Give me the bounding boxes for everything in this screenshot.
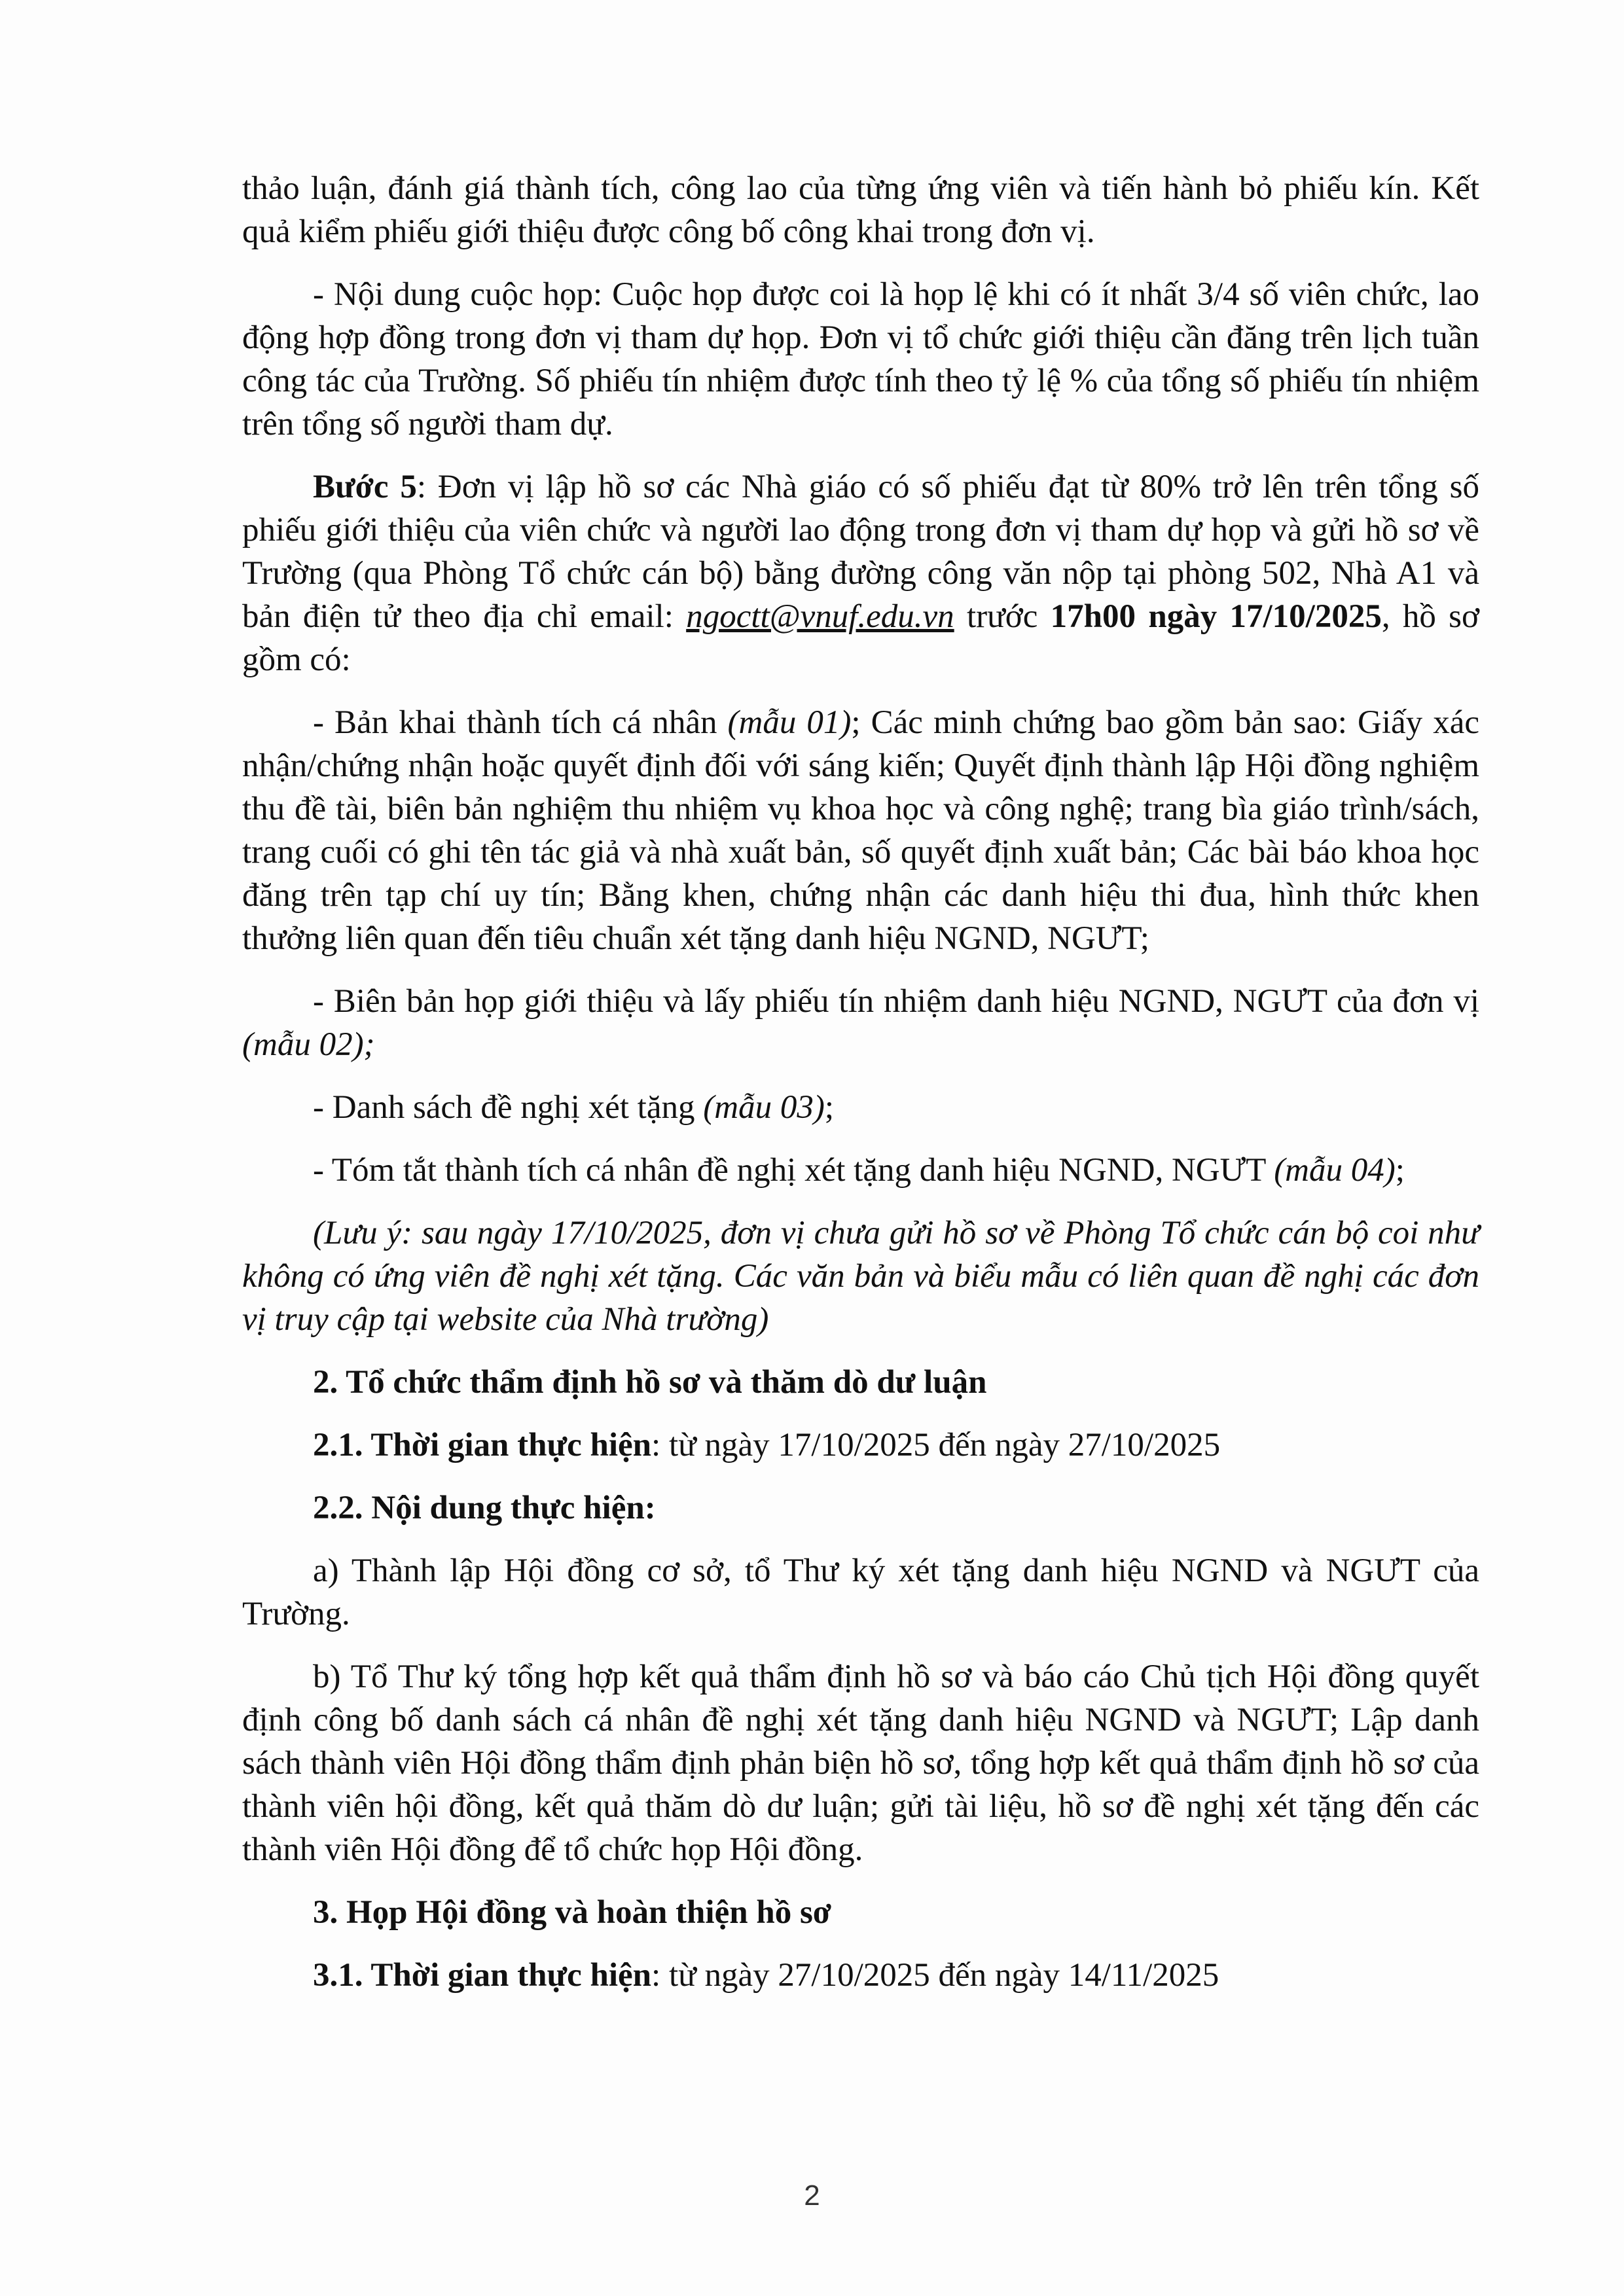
paragraph-note: (Lưu ý: sau ngày 17/10/2025, đơn vị chưa gửi hồ sơ về Phòng Tổ chức cán bộ coi như không có ứng viên đề nghị xét tặng. Các văn bản và biểu mẫu có liên quan đề nghị các đơn vị truy cập tại website của Nhà trường) (242, 1215, 1479, 1338)
paragraph-form-02: - Biên bản họp giới thiệu và lấy phiếu tín nhiệm danh hiệu NGND, NGƯT của đơn vị (mẫu 02); (242, 983, 1479, 1063)
document-body (242, 167, 1479, 2017)
section-heading-3-1: 3.1. Thời gian thực hiện: từ ngày 27/10/2025 đến ngày 14/11/2025 (313, 1957, 1219, 1994)
paragraph-item-a: a) Thành lập Hội đồng cơ sở, tổ Thư ký xét tặng danh hiệu NGND và NGƯT của Trường. (242, 1552, 1479, 1632)
page-number: 2 (804, 2179, 820, 2212)
paragraph-item-b: b) Tổ Thư ký tổng hợp kết quả thẩm định hồ sơ và báo cáo Chủ tịch Hội đồng quyết định công bố danh sách cá nhân đề nghị xét tặng danh hiệu NGND và NGƯT; Lập danh sách thành viên Hội đồng thẩm định phản biện hồ sơ, tổng hợp kết quả thẩm định hồ sơ của thành viên hội đồng, kết quả thăm dò dư luận; gửi tài liệu, hồ sơ đề nghị xét tặng đến các thành viên Hội đồng để tổ chức họp Hội đồng. (242, 1659, 1479, 1868)
step-5-label: Bước 5 (313, 469, 417, 505)
paragraph-step-5: Bước 5: Đơn vị lập hồ sơ các Nhà giáo có số phiếu đạt từ 80% trở lên trên tổng số phiếu giới thiệu của viên chức và người lao động trong đơn vị tham dự họp và gửi hồ sơ về Trường (qua Phòng Tổ chức cán bộ) bằng đường công văn nộp tại phòng 502, Nhà A1 và bản điện tử theo địa chỉ email: ngoctt@vnuf.edu.vn trước 17h00 ngày 17/10/2025, hồ sơ gồm có: (242, 469, 1479, 678)
section-heading-2-2: 2.2. Nội dung thực hiện: (313, 1490, 656, 1526)
deadline: 17h00 ngày 17/10/2025 (1050, 598, 1382, 635)
paragraph-meeting-content: - Nội dung cuộc họp: Cuộc họp được coi là họp lệ khi có ít nhất 3/4 số viên chức, lao động hợp đồng trong đơn vị tham dự họp. Đơn vị tổ chức giới thiệu cần đăng trên lịch tuần công tác của Trường. Số phiếu tín nhiệm được tính theo tỷ lệ % của tổng số phiếu tín nhiệm trên tổng số người tham dự. (242, 276, 1479, 442)
section-heading-2: 2. Tổ chức thẩm định hồ sơ và thăm dò dư luận (313, 1364, 987, 1401)
paragraph-form-03: - Danh sách đề nghị xét tặng (mẫu 03); (313, 1089, 834, 1126)
paragraph-form-01: - Bản khai thành tích cá nhân (mẫu 01); Các minh chứng bao gồm bản sao: Giấy xác nhận/chứng nhận hoặc quyết định đối với sáng kiến; Quyết định thành lập Hội đồng nghiệm thu đề tài, biên bản nghiệm thu nhiệm vụ khoa học và công nghệ; trang bìa giáo trình/sách, trang cuối có ghi tên tác giả và nhà xuất bản, số quyết định xuất bản; Các bài báo khoa học đăng trên tạp chí uy tín; Bằng khen, chứng nhận các danh hiệu thi đua, hình thức khen thưởng liên quan đến tiêu chuẩn xét tặng danh hiệu NGND, NGƯT; (242, 704, 1479, 957)
email-link[interactable]: ngoctt@vnuf.edu.vn (686, 598, 954, 635)
paragraph-vote-result: thảo luận, đánh giá thành tích, công lao của từng ứng viên và tiến hành bỏ phiếu kín. Kết quả kiểm phiếu giới thiệu được công bố công khai trong đơn vị. (242, 170, 1479, 250)
paragraph-form-04: - Tóm tắt thành tích cá nhân đề nghị xét tặng danh hiệu NGND, NGƯT (mẫu 04); (313, 1152, 1405, 1189)
section-heading-2-1: 2.1. Thời gian thực hiện: từ ngày 17/10/2025 đến ngày 27/10/2025 (313, 1427, 1221, 1463)
section-heading-3: 3. Họp Hội đồng và hoàn thiện hồ sơ (313, 1894, 832, 1931)
